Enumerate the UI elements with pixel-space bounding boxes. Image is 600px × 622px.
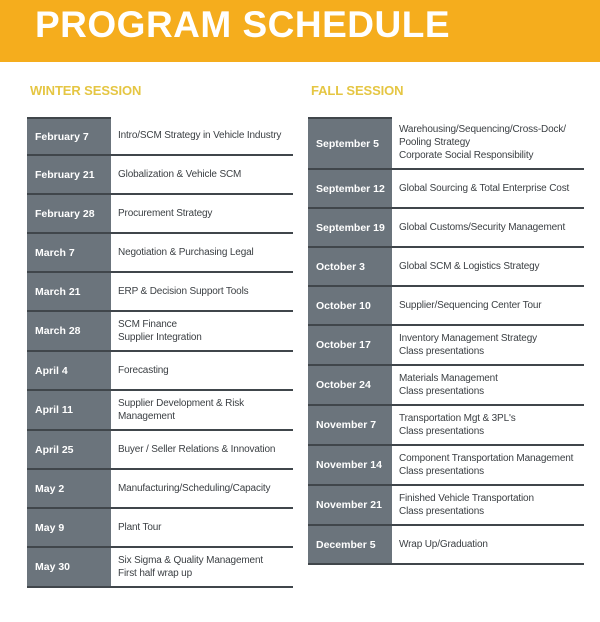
date-cell: April 11 [27, 391, 111, 429]
table-row [308, 526, 584, 565]
topic-line: Procurement Strategy [118, 208, 213, 219]
topic-cell [399, 326, 584, 364]
topic-line: Class presentations [399, 346, 484, 357]
topic-cell [118, 234, 293, 271]
banner [0, 0, 600, 62]
topic-line: Global Sourcing & Total Enterprise Cost [399, 183, 570, 194]
table-row [27, 470, 293, 509]
fall-session-title: FALL SESSION [311, 83, 404, 98]
topic-cell [399, 287, 584, 324]
topic-line: Warehousing/Sequencing/Cross-Dock/ [399, 124, 566, 135]
topic-line: Global SCM & Logistics Strategy [399, 261, 540, 272]
topic-cell [118, 273, 293, 310]
date-cell: March 28 [27, 312, 111, 350]
topic-cell [399, 406, 584, 444]
table-row [308, 248, 584, 287]
topic-line: Globalization & Vehicle SCM [118, 169, 242, 180]
date-cell: February 21 [27, 156, 111, 193]
date-cell: April 4 [27, 352, 111, 389]
winter-session-title: WINTER SESSION [30, 83, 142, 98]
topic-line: Global Customs/Security Management [399, 222, 566, 233]
winter-session-table [27, 117, 293, 588]
topic-line: Management [118, 411, 175, 422]
topic-cell [399, 209, 584, 246]
topic-line: Forecasting [118, 365, 169, 376]
topic-line: Six Sigma & Quality Management [118, 555, 264, 566]
topic-line: Component Transportation Management [399, 453, 574, 464]
table-row [27, 312, 293, 352]
topic-line: Intro/SCM Strategy in Vehicle Industry [118, 130, 282, 141]
topic-line: ERP & Decision Support Tools [118, 286, 249, 297]
topic-cell [118, 312, 293, 350]
topic-cell [399, 366, 584, 404]
topic-cell [118, 470, 293, 507]
topic-cell [399, 486, 584, 524]
table-row [27, 273, 293, 312]
date-cell: October 17 [308, 326, 392, 364]
date-cell: October 24 [308, 366, 392, 404]
table-row [27, 431, 293, 470]
page-title: PROGRAM SCHEDULE [35, 4, 451, 45]
topic-line: Wrap Up/Graduation [399, 539, 488, 550]
fall-session-table [308, 117, 584, 565]
topic-cell [118, 352, 293, 389]
table-row [27, 509, 293, 548]
date-cell: May 9 [27, 509, 111, 546]
topic-cell [118, 391, 293, 429]
table-row [27, 391, 293, 431]
table-row [308, 406, 584, 446]
fall-session-column [308, 62, 584, 588]
table-row [27, 548, 293, 588]
table-row [27, 156, 293, 195]
topic-line: First half wrap up [118, 568, 192, 579]
table-row [308, 366, 584, 406]
topic-line: Buyer / Seller Relations & Innovation [118, 444, 276, 455]
topic-cell [118, 548, 293, 586]
schedule-columns [0, 62, 600, 588]
topic-line: Pooling Strategy [399, 137, 470, 148]
table-row [308, 117, 584, 170]
date-cell: May 30 [27, 548, 111, 586]
topic-cell [399, 446, 584, 484]
topic-line: Supplier Integration [118, 332, 202, 343]
topic-cell [118, 431, 293, 468]
topic-line: Plant Tour [118, 522, 162, 533]
topic-line: Class presentations [399, 426, 484, 437]
topic-cell [399, 248, 584, 285]
topic-line: SCM Finance [118, 319, 177, 330]
date-cell: September 12 [308, 170, 392, 207]
table-row [27, 195, 293, 234]
topic-line: Class presentations [399, 386, 484, 397]
table-row [27, 352, 293, 391]
table-row [27, 234, 293, 273]
topic-line: Finished Vehicle Transportation [399, 493, 534, 504]
table-row [308, 287, 584, 326]
date-cell: November 7 [308, 406, 392, 444]
topic-line: Inventory Management Strategy [399, 333, 537, 344]
date-cell: October 3 [308, 248, 392, 285]
topic-line: Class presentations [399, 466, 484, 477]
topic-line: Supplier Development & Risk [118, 398, 245, 409]
table-row [308, 486, 584, 526]
date-cell: February 28 [27, 195, 111, 232]
table-row [308, 170, 584, 209]
topic-cell [399, 117, 584, 168]
date-cell: October 10 [308, 287, 392, 324]
date-cell: March 21 [27, 273, 111, 310]
topic-cell [118, 156, 293, 193]
topic-cell [399, 526, 584, 563]
date-cell: November 21 [308, 486, 392, 524]
topic-line: Manufacturing/Scheduling/Capacity [118, 483, 271, 494]
topic-line: Transportation Mgt & 3PL's [399, 413, 516, 424]
topic-cell [399, 170, 584, 207]
topic-cell [118, 117, 293, 154]
table-row [308, 326, 584, 366]
table-row [308, 446, 584, 486]
topic-cell [118, 195, 293, 232]
table-row [308, 209, 584, 248]
topic-line: Class presentations [399, 506, 484, 517]
topic-cell [118, 509, 293, 546]
date-cell: April 25 [27, 431, 111, 468]
date-cell: December 5 [308, 526, 392, 563]
date-cell: September 5 [308, 117, 392, 168]
topic-line: Negotiation & Purchasing Legal [118, 247, 254, 258]
topic-line: Supplier/Sequencing Center Tour [399, 300, 542, 311]
topic-line: Materials Management [399, 373, 498, 384]
topic-line: Corporate Social Responsibility [399, 150, 534, 161]
winter-session-column [27, 62, 293, 588]
table-row [27, 117, 293, 156]
date-cell: May 2 [27, 470, 111, 507]
date-cell: February 7 [27, 117, 111, 154]
date-cell: September 19 [308, 209, 392, 246]
date-cell: November 14 [308, 446, 392, 484]
date-cell: March 7 [27, 234, 111, 271]
